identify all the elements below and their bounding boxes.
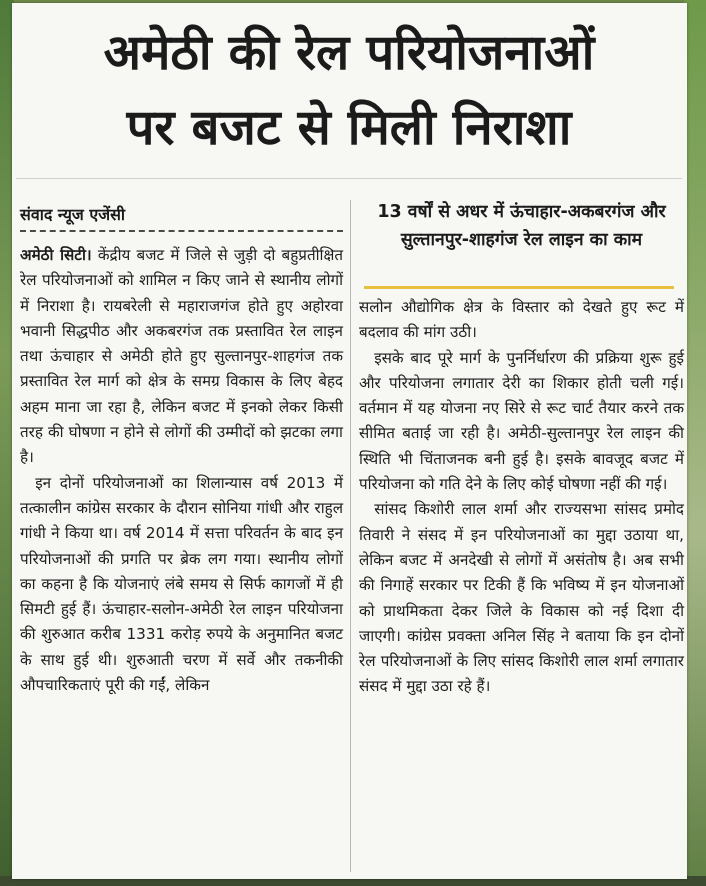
subheadline: 13 वर्षों से अधर में ऊंचाहार-अकबरगंज और सुल्तानपुर-शाहगंज रेल लाइन का काम: [377, 202, 666, 250]
right-paragraph-3-text: सांसद किशोरी लाल शर्मा और राज्यसभा सांसद प्रमोद तिवारी ने संसद में इन परियोजनाओं का मुद्दा उठाया था, लेकिन बजट में अनदेखी से लोगों में असंतोष है। अब सभी की निगाहें सरकार पर टिकी हैं कि भविष्य में इन योजनाओं को प्राथमिकता देकर जिले के विकास को नई दिशा दी जाएगी। कांग्रेस प्रवक्ता अनिल सिंह ने बताया कि इन दोनों रेल परियोजनाओं के लिए सांसद किशोरी लाल शर्मा लगातार संसद में मुद्दा उठा रहे हैं।: [359, 500, 684, 696]
byline: संवाद न्यूज एजेंसी: [20, 205, 126, 224]
column-divider: [350, 200, 351, 872]
byline-rule: [20, 230, 343, 232]
left-paragraph-2-text: इन दोनों परियोजनाओं का शिलान्यास वर्ष 2013 में तत्कालीन कांग्रेस सरकार के दौरान सोनिया गांधी और राहुल गांधी ने किया था। वर्ष 2014 में सत्ता परिवर्तन के बाद इन परियोजनाओं की प्रगति पर ब्रेक लग गया। स्थानीय लोगों का कहना है कि योजनाएं लंबे समय से सिर्फ कागजों में ही सिमटी हुई हैं। ऊंचाहार-सलोन-अमेठी रेल लाइन परियोजना की शुरुआत करीब 1331 करोड़ रुपये के अनुमानित बजट के साथ हुई थी। शुरुआती चरण में सर्वे और तकनीकी औपचारिकताएं पूरी की गईं, लेकिन: [20, 473, 343, 695]
left-paragraph-1-text: केंद्रीय बजट में जिले से जुड़ी दो बहुप्रतीक्षित रेल परियोजनाओं को शामिल न किए जाने से स्थानीय लोगों में निराशा है। रायबरेली से महाराजगंज होते हुए अहोरवा भवानी सिद्धपीठ और अकबरगंज तक प्रस्तावित रेल लाइन तथा ऊंचाहार से अमेठी होते हुए सुल्तानपुर-शाहगंज तक प्रस्तावित रेल मार्ग को क्षेत्र के समग्र विकास के लिए बेहद अहम माना जा रहा है, लेकिन बजट में इनको लेकर किसी तरह की घोषणा न होने से लोगों की उम्मीदों को झटका लगा है।: [20, 246, 344, 467]
headline-line-1: अमेठी की रेल परियोजनाओं: [103, 24, 595, 81]
background-right: [684, 0, 706, 886]
left-column: [20, 243, 343, 698]
right-paragraph-2-text: इसके बाद पूरे मार्ग के पुनर्निर्धारण की प्रक्रिया शुरू हुई और परियोजना लगातार देरी का शिकार होती चली गई। वर्तमान में यह योजना नए सिरे से रूट चार्ट तैयार करने तक सीमित बताई जा रही है। अमेठी-सुल्तानपुर रेल लाइन की स्थिति भी चिंताजनक बनी हुई है। इसके बावजूद बजट में परियोजना को गति देने के लिए कोई घोषणा नहीं की गई।: [359, 348, 684, 494]
right-paragraph-2: [359, 346, 684, 498]
headline-line-2: पर बजट से मिली निराशा: [126, 99, 572, 156]
subheadline-rule: [364, 286, 674, 289]
right-paragraph-3: [359, 497, 684, 699]
left-paragraph-1: [20, 243, 343, 471]
headline-rule: [16, 178, 682, 179]
right-paragraph-1: सलोन औद्योगिक क्षेत्र के विस्तार को देखते हुए रूट में बदलाव की मांग उठी।: [359, 298, 684, 342]
left-paragraph-2: [20, 471, 343, 699]
dateline: अमेठी सिटी।: [20, 246, 92, 264]
newspaper-clipping: [12, 3, 687, 879]
right-column: [359, 295, 684, 700]
